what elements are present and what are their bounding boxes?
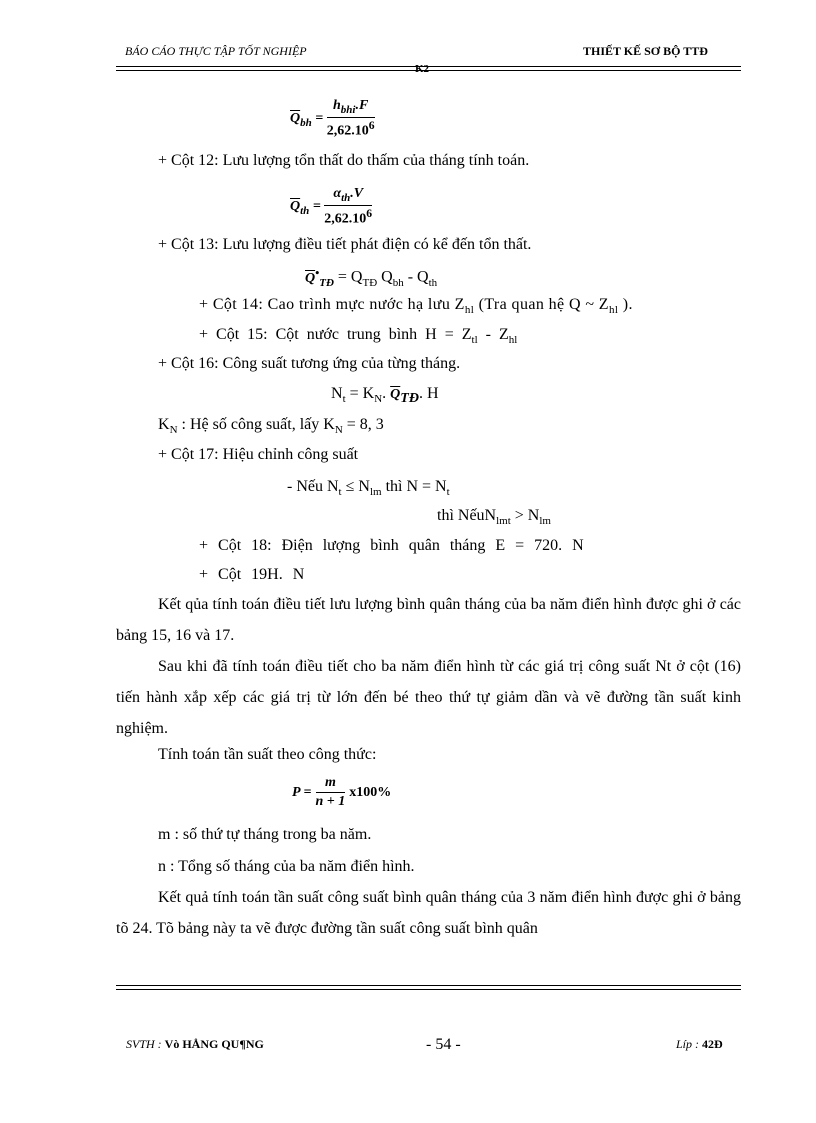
formula-q-bh: $\overline{Q}_{bh}$ = $\frac{h_{bhi}.F}{2,62.10^6}$: [290, 98, 375, 139]
footer-rule-top: [116, 985, 741, 986]
footer-class: Líp : 42Ð: [676, 1037, 723, 1051]
line-col19: + Cột 19H. N: [199, 566, 305, 583]
line-col16: + Cột 16: Công suất tương ứng của từng tháng.: [158, 355, 461, 372]
definition-n: n : Tổng số tháng của ba năm điển hình.: [158, 858, 415, 875]
page-number: - 54 -: [426, 1036, 461, 1053]
definition-m: m : số thứ tự tháng trong ba năm.: [158, 826, 372, 843]
paragraph-4: Kết quả tính toán tần suất công suất bình quân tháng của 3 năm điển hình được ghi ở bảng tõ 24. Tõ bảng này ta vẽ được đường tần suất công suất bình quân: [116, 889, 741, 937]
line-neu2: thì NếuN$_{lmt}$ > $N_{lm}$: [437, 507, 551, 528]
formula-p: P = $\frac{m}{n + 1}$ x100%: [292, 775, 392, 809]
paragraph-1: Kết qủa tính toán điều tiết lưu lượng bình quân tháng của ba năm điển hình được ghi ở các bảng 15, 16 và 17.: [116, 596, 741, 644]
line-neu1: - Nếu $N_t \le N_{lm}$ thì $N = N_t$: [287, 478, 450, 499]
header-right-title: THIẾT KẾ SƠ BỘ TTĐ: [583, 44, 708, 58]
line-col18: + Cột 18: Điện lượng bình quân tháng E = 720. N: [199, 537, 584, 554]
formula-q-th: $\overline{Q}_{th}$ = $\frac{\alpha_{th}.V}{2,62.10^6}$: [290, 186, 373, 227]
footer-rule-bottom: [116, 989, 741, 990]
header-sub: K2: [415, 63, 430, 75]
footer-student: SVTH : Vò HÅNG QU¶NG: [126, 1037, 264, 1051]
formula-q-td: $\overline{Q}^•_{TĐ} = Q_{TĐ}$ $Q_{bh} - Q_{th}$: [305, 266, 438, 289]
line-col12: + Cột 12: Lưu lượng tổn thất do thấm của tháng tính toán.: [158, 152, 530, 169]
line-col15: + Cột 15: Cột nước trung bình $H = Z_{tl} - Z_{hl}$: [199, 326, 518, 347]
paragraph-2: Sau khi đã tính toán điều tiết cho ba năm điển hình từ các giá trị công suất Nt ở cột (16) tiến hành xắp xếp các giá trị từ lớn đến bé theo thứ tự giảm dần và vẽ đường tần suất kinh nghiệm.: [116, 658, 741, 737]
line-kn: $K_N$ : Hệ số công suất, lấy $K_N = 8$, 3: [158, 416, 384, 437]
formula-nt: $N_t = K_N$. $\overline{Q}_{TĐ}$. H: [331, 385, 439, 407]
paragraph-3: Tính toán tần suất theo công thức:: [158, 746, 377, 763]
line-col14: + Cột 14: Cao trình mực nước hạ lưu $Z_{hl}$ (Tra quan hệ Q ~ $Z_{hl}$ ).: [199, 296, 633, 317]
line-col13: + Cột 13: Lưu lượng điều tiết phát điện có kể đến tổn thất.: [158, 236, 532, 253]
line-col17: + Cột 17: Hiệu chỉnh công suất: [158, 446, 359, 463]
header-left-title: BÁO CÁO THỰC TẬP TỐT NGHIỆP: [125, 44, 307, 58]
